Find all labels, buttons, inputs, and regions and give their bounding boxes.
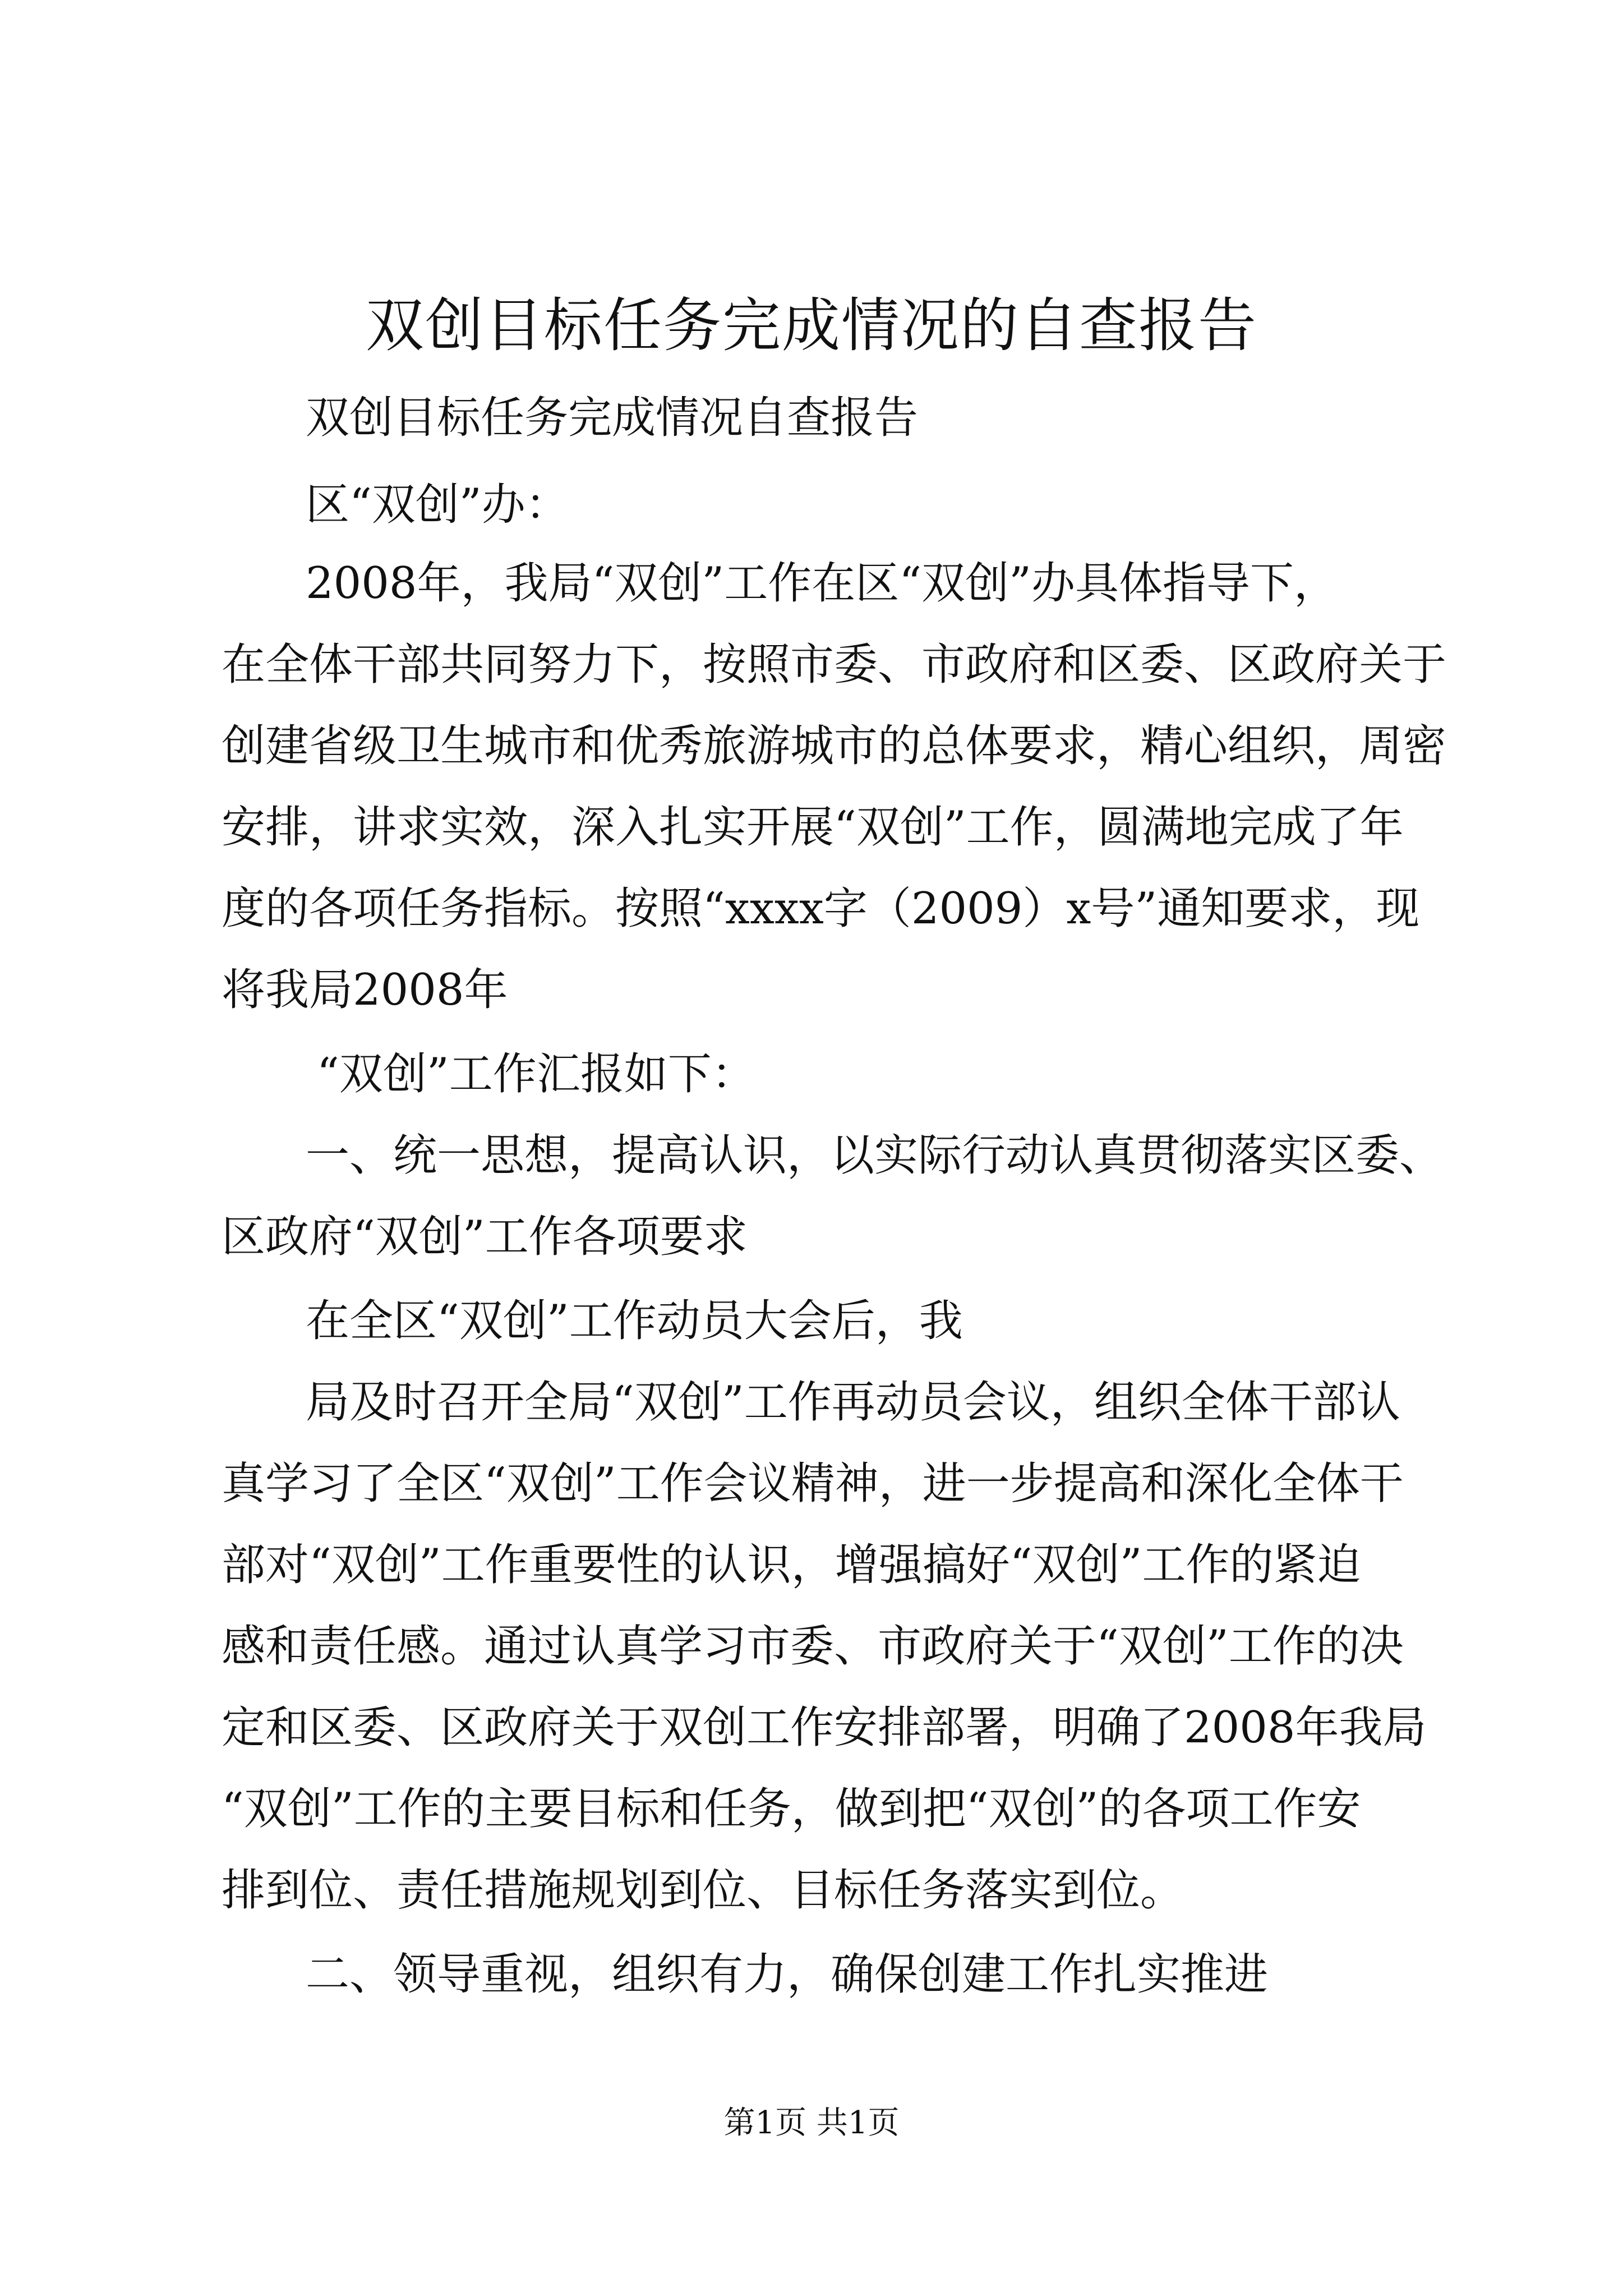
section-heading-2: 二、领导重视，组织有力，确保创建工作扎实推进 <box>306 1949 1269 2000</box>
paragraph-line: 部对“双创”工作重要性的认识，增强搞好“双创”工作的紧迫 <box>222 1540 1361 1590</box>
paragraph-line: “双创”工作的主要目标和任务，做到把“双创”的各项工作安 <box>222 1784 1361 1834</box>
paragraph-line: 感和责任感。通过认真学习市委、市政府关于“双创”工作的决 <box>222 1621 1404 1672</box>
page-footer: 第1页 共1页 <box>723 2105 900 2141</box>
paragraph-line: 排到位、责任措施规划到位、目标任务落实到位。 <box>222 1865 1184 1916</box>
paragraph-line: 定和区委、区政府关于双创工作安排部署，明确了2008年我局 <box>222 1703 1427 1753</box>
paragraph-line: 度的各项任务指标。按照“xxxx字（2009）x号”通知要求，现 <box>222 884 1420 934</box>
paragraph-line: 将我局2008年 <box>222 965 508 1015</box>
paragraph-line: 在全体干部共同努力下，按照市委、市政府和区委、区政府关于 <box>222 639 1447 690</box>
paragraph-line: 真学习了全区“双创”工作会议精神，进一步提高和深化全体干 <box>222 1458 1404 1509</box>
paragraph-line: 局及时召开全局“双创”工作再动员会议，组织全体干部认 <box>306 1377 1400 1428</box>
document-title: 双创目标任务完成情况的自查报告 <box>365 291 1257 360</box>
document-subtitle: 双创目标任务完成情况自查报告 <box>306 393 919 443</box>
paragraph-line: 创建省级卫生城市和优秀旅游城市的总体要求，精心组织，周密 <box>222 721 1447 771</box>
paragraph-report-lead: “双创”工作汇报如下： <box>317 1049 755 1099</box>
paragraph-line: 安排，讲求实效，深入扎实开展“双创”工作，圆满地完成了年 <box>222 802 1404 853</box>
heading-line: 一、统一思想，提高认识，以实际行动认真贯彻落实区委、 <box>306 1130 1444 1181</box>
paragraph-line: 在全区“双创”工作动员大会后，我 <box>306 1296 963 1346</box>
heading-line: 区政府“双创”工作各项要求 <box>222 1212 748 1262</box>
salutation: 区“双创”办： <box>306 480 569 530</box>
paragraph-line: 2008年，我局“双创”工作在区“双创”办具体指导下， <box>306 558 1338 609</box>
